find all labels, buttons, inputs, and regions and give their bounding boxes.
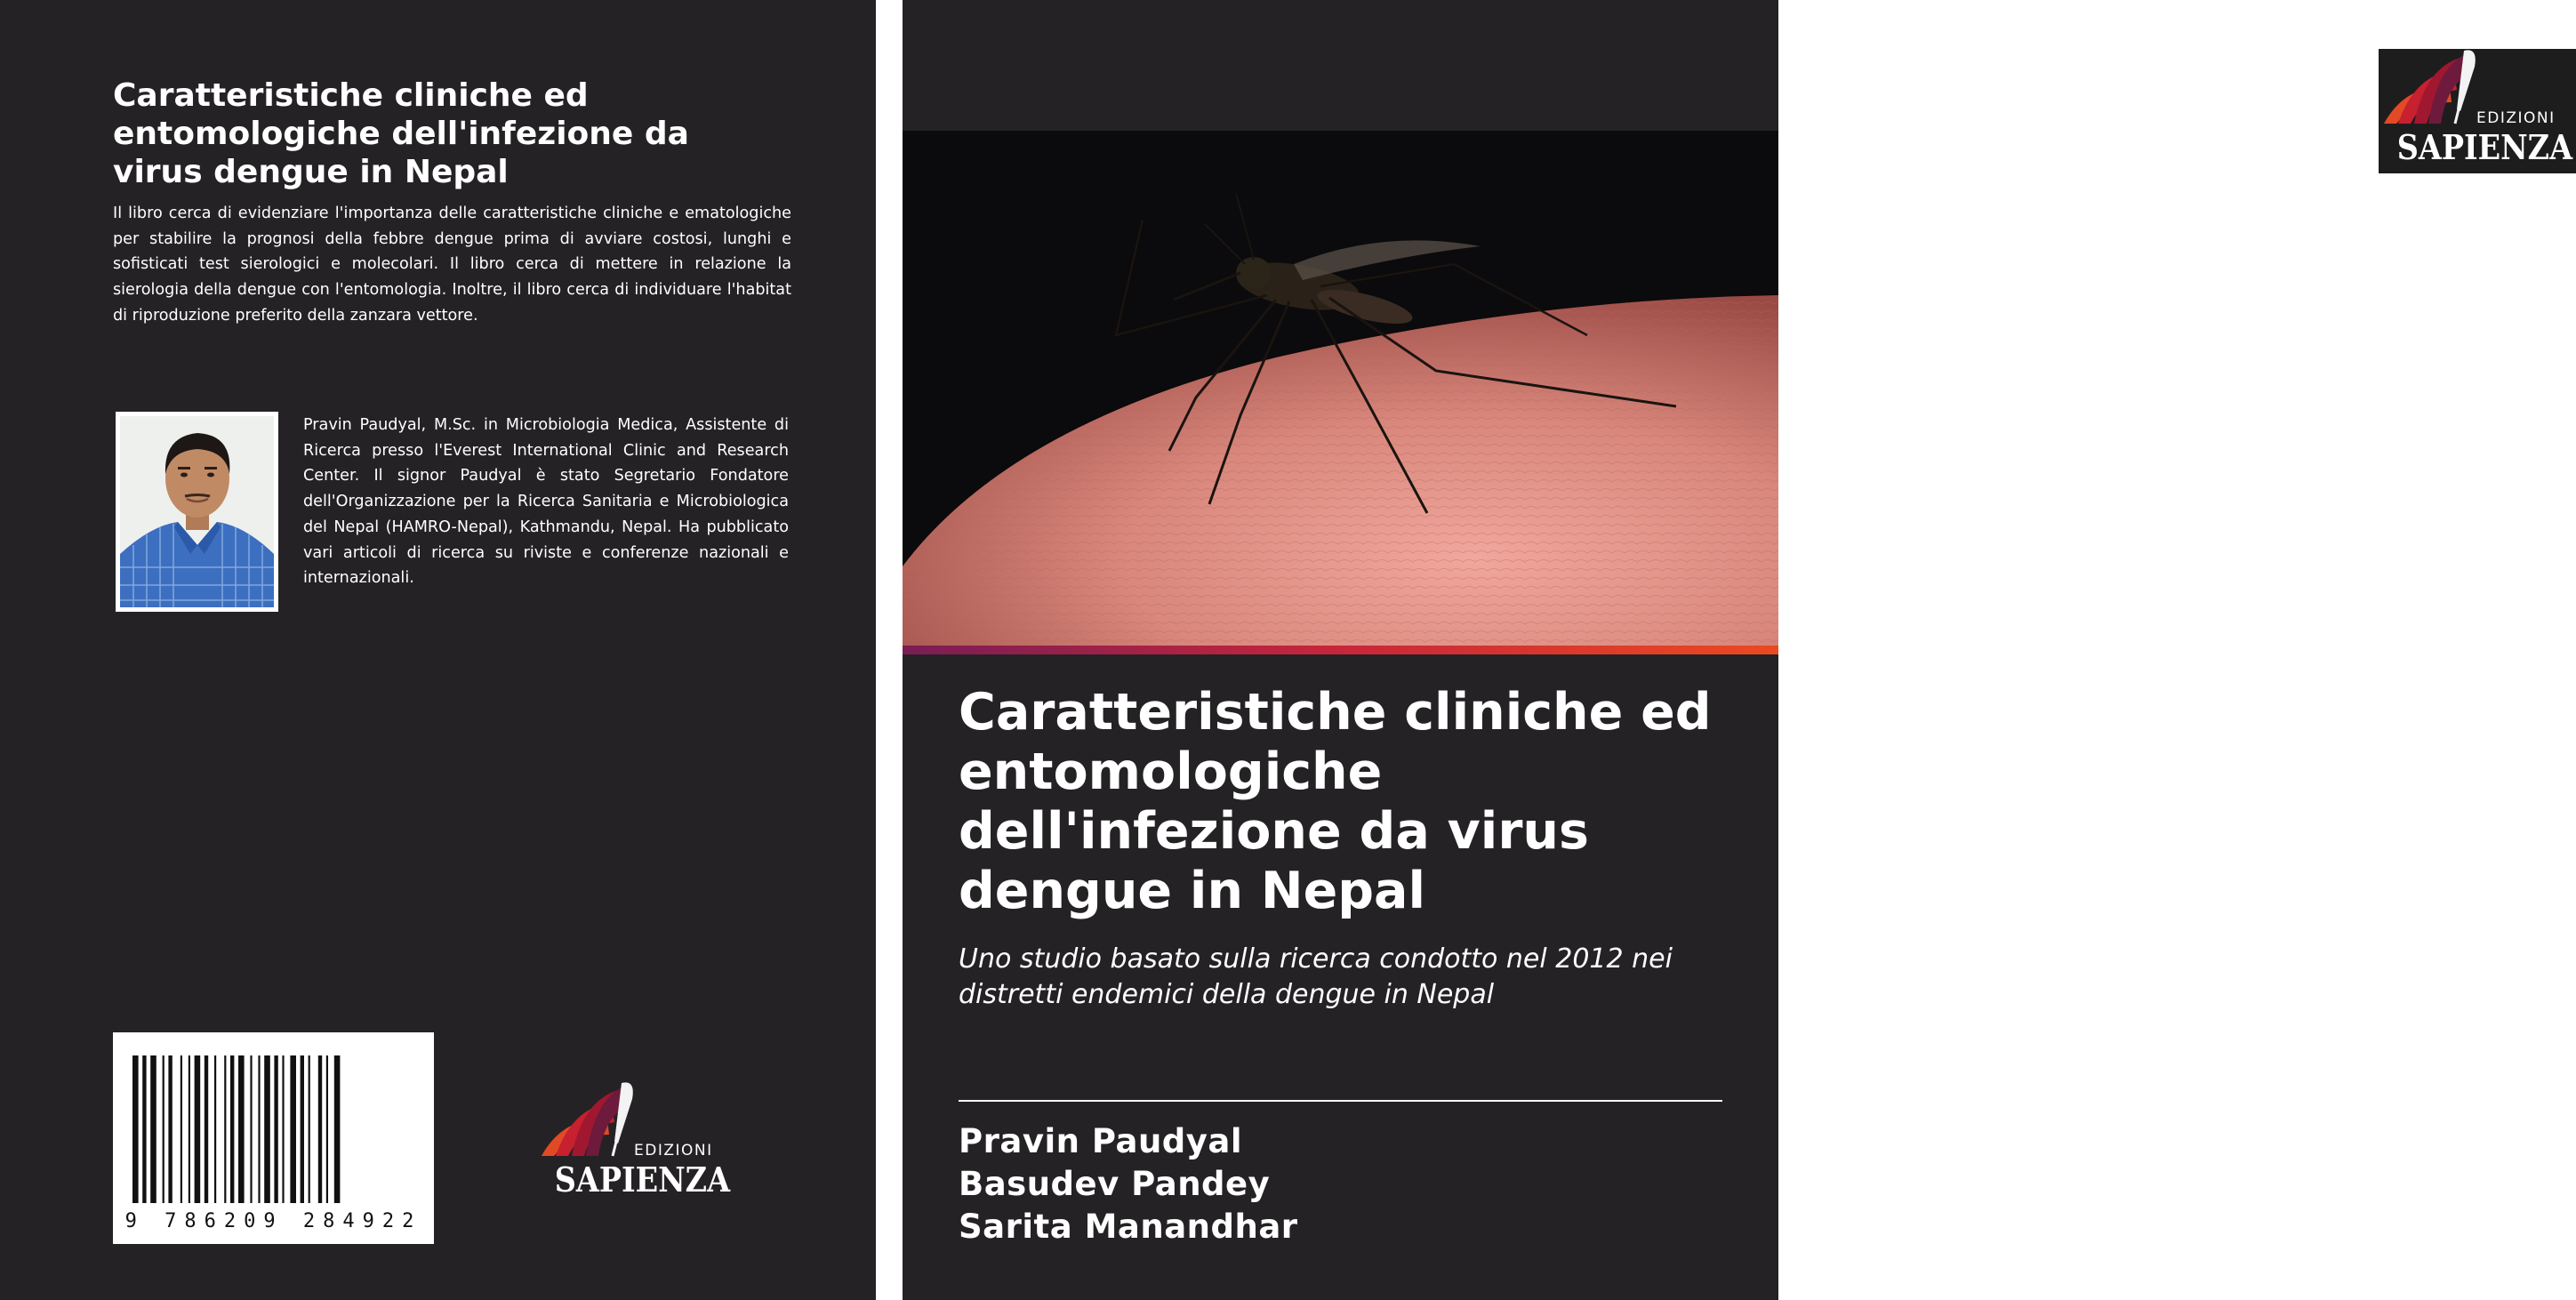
publisher-name: SAPIENZA	[554, 1160, 731, 1200]
author-list	[959, 1120, 1298, 1248]
back-cover	[0, 0, 876, 1300]
publisher-edizioni: EDIZIONI	[634, 1142, 713, 1160]
author-name: Pravin Paudyal	[959, 1122, 1243, 1160]
author-name: Sarita Manandhar	[959, 1208, 1298, 1246]
front-cover-title: Caratteristiche cliniche ed entomologiche dell'infezione da virus dengue in Nepal	[959, 683, 1712, 920]
publisher-logo-front	[2379, 49, 2576, 173]
barcode-number: 9 786209 284922	[124, 1210, 422, 1232]
front-cover	[903, 0, 2573, 1300]
book-blurb: Il libro cerca di evidenziare l'importanza delle caratteristiche cliniche e ematologiche per stabilire la prognosi della febbre dengue prima di avviare costosi, lunghi e sofisticati test sierologici e molecolari. Il libro cerca di mettere in relazione la sierologia della dengue con l'entomologia. Inoltre, il libro cerca di individuare l'habitat di riproduzione preferito della zanzara vettore.	[113, 205, 791, 325]
author-bio: Pravin Paudyal, M.Sc. in Microbiologia Medica, Assistente di Ricerca presso l'Everest International Clinic and Research Center. Il signor Paudyal è stato Segretario Fondatore dell'Organizzazione per la Ricerca Sanitaria e Microbiologica del Nepal (HAMRO-Nepal), Kathmandu, Nepal. Ha pubblicato vari articoli di ricerca su riviste e conferenze nazionali e internazionali.	[303, 416, 789, 588]
back-cover-title: Caratteristiche cliniche ed entomologiche dell'infezione da virus dengue in Nepal	[113, 77, 689, 190]
publisher-name-front: SAPIENZA	[2396, 127, 2573, 167]
accent-bar	[903, 646, 1778, 654]
isbn-barcode	[113, 1032, 434, 1244]
divider	[959, 1100, 1722, 1102]
author-name: Basudev Pandey	[959, 1165, 1271, 1203]
front-cover-subtitle: Uno studio basato sulla ricerca condotto nel 2012 nei distretti endemici della dengue in Nepal	[959, 943, 1673, 1010]
publisher-logo	[536, 1081, 734, 1206]
mosquito-on-skin-photo	[903, 131, 1778, 646]
publisher-edizioni-front: EDIZIONI	[2476, 109, 2556, 127]
author-photo	[116, 412, 278, 612]
